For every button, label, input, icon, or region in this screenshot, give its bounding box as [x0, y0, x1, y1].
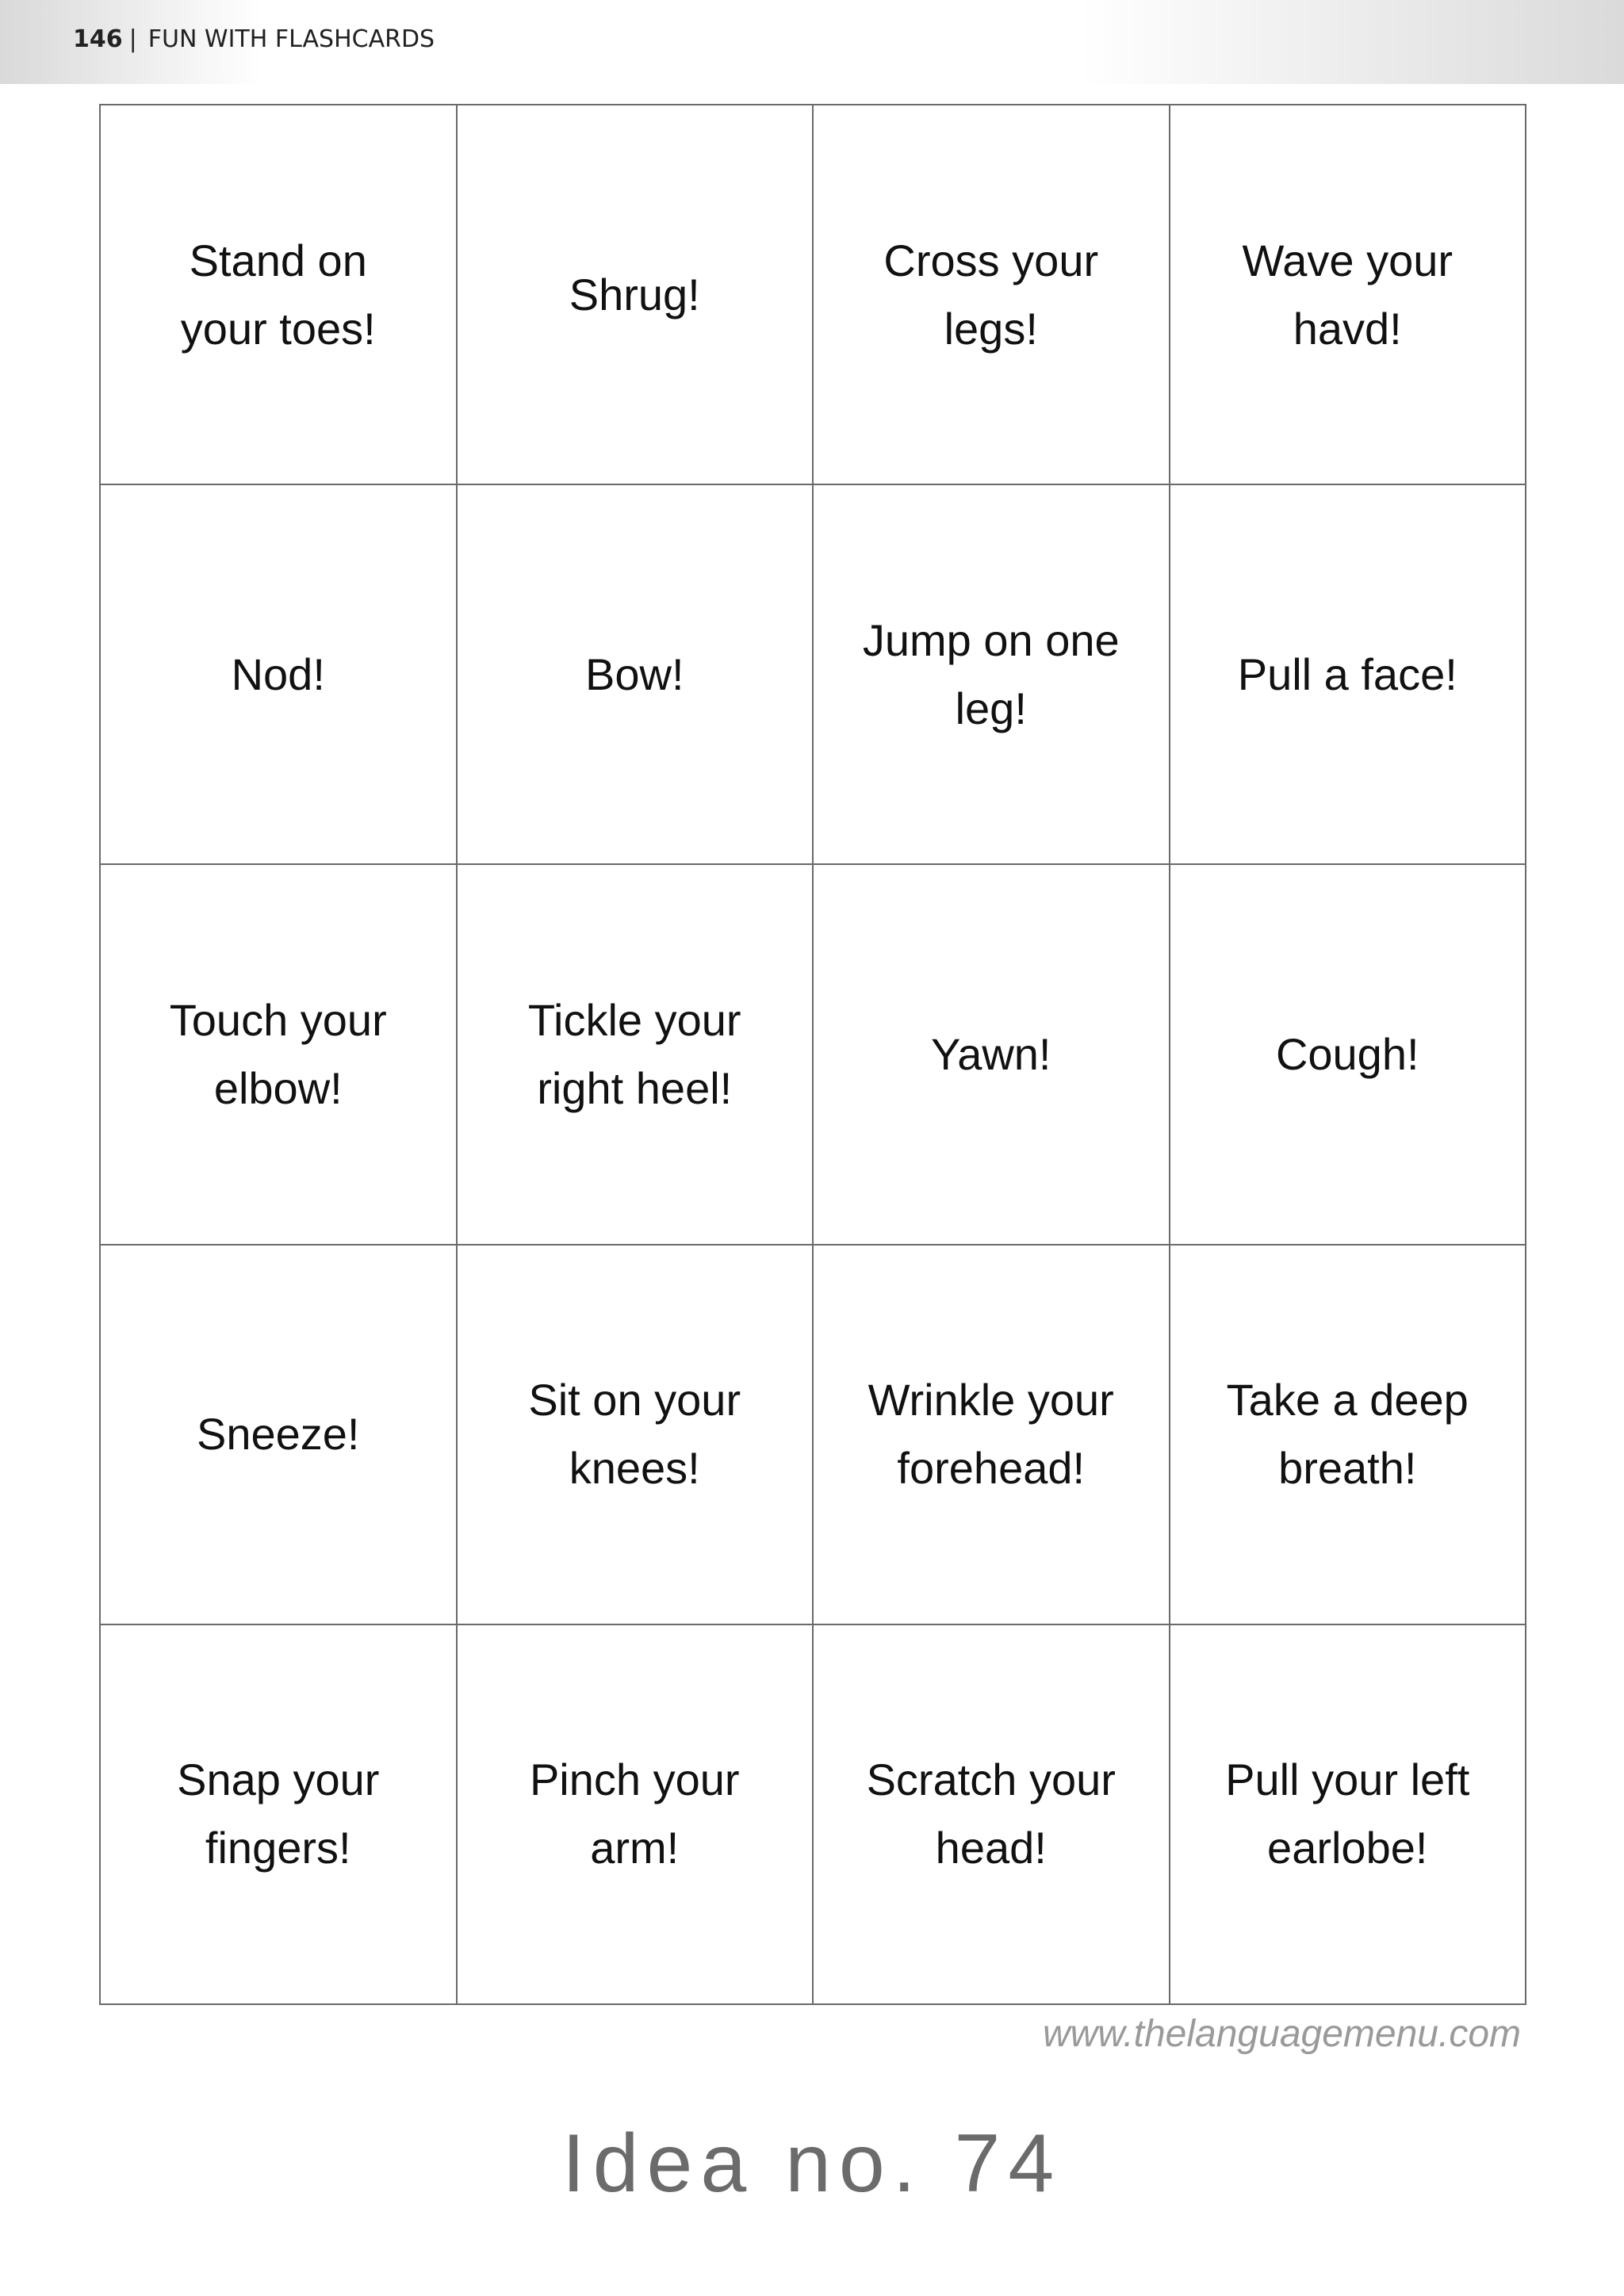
- section-title: FUN WITH FLASHCARDS: [147, 25, 435, 53]
- flashcard: [814, 1246, 1170, 1625]
- flashcard: [458, 865, 814, 1245]
- flashcard: [1170, 1246, 1527, 1625]
- flashcard-text: Pinch your arm!: [529, 1755, 740, 1873]
- flashcard: [101, 105, 458, 485]
- flashcard-grid: [99, 104, 1526, 2005]
- flashcard-text: Take a deep breath!: [1226, 1375, 1469, 1494]
- flashcard-text: Jump on one leg!: [862, 614, 1120, 733]
- flashcard-text: Wrinkle your forehead!: [868, 1375, 1114, 1494]
- flashcard-text: Nod!: [231, 649, 325, 699]
- flashcard: [101, 1246, 458, 1625]
- flashcard: [101, 1625, 458, 2005]
- idea-title: Idea no. 74: [561, 2118, 1063, 2210]
- flashcard-text: Touch your elbow!: [169, 994, 387, 1113]
- flashcard-text: Tickle your right heel!: [527, 994, 741, 1113]
- flashcard-text: Shrug!: [569, 269, 700, 320]
- flashcard: [814, 485, 1170, 865]
- page-header: [73, 24, 435, 55]
- flashcard-text: Sneeze!: [197, 1409, 360, 1460]
- flashcard: [814, 1625, 1170, 2005]
- flashcard: [1170, 485, 1527, 865]
- website-url: www.thelanguagemenu.com: [1042, 2013, 1521, 2055]
- flashcard-text: Stand on your toes!: [180, 235, 376, 354]
- flashcard: [458, 1625, 814, 2005]
- page-number: 146: [73, 25, 123, 53]
- flashcard-text: Sit on your knees!: [528, 1375, 741, 1494]
- flashcard-text: Pull your left earlobe!: [1225, 1755, 1470, 1873]
- flashcard: [458, 1246, 814, 1625]
- flashcard: [458, 105, 814, 485]
- flashcard-text: Scratch your head!: [866, 1755, 1116, 1873]
- flashcard: [1170, 1625, 1527, 2005]
- flashcard: [1170, 865, 1527, 1245]
- flashcard: [814, 865, 1170, 1245]
- flashcard: [458, 485, 814, 865]
- flashcard: [814, 105, 1170, 485]
- flashcard-text: Cough!: [1275, 1028, 1419, 1079]
- flashcard-text: Wave your havd!: [1242, 235, 1454, 354]
- flashcard-text: Yawn!: [931, 1028, 1051, 1079]
- flashcard-text: Bow!: [585, 649, 684, 699]
- flashcard-text: Snap your fingers!: [177, 1755, 380, 1873]
- flashcard-text: Cross your legs!: [883, 235, 1099, 354]
- header-separator: |: [128, 25, 137, 53]
- flashcard: [1170, 105, 1527, 485]
- flashcard-text: Pull a face!: [1237, 649, 1457, 699]
- flashcard: [101, 865, 458, 1245]
- flashcard: [101, 485, 458, 865]
